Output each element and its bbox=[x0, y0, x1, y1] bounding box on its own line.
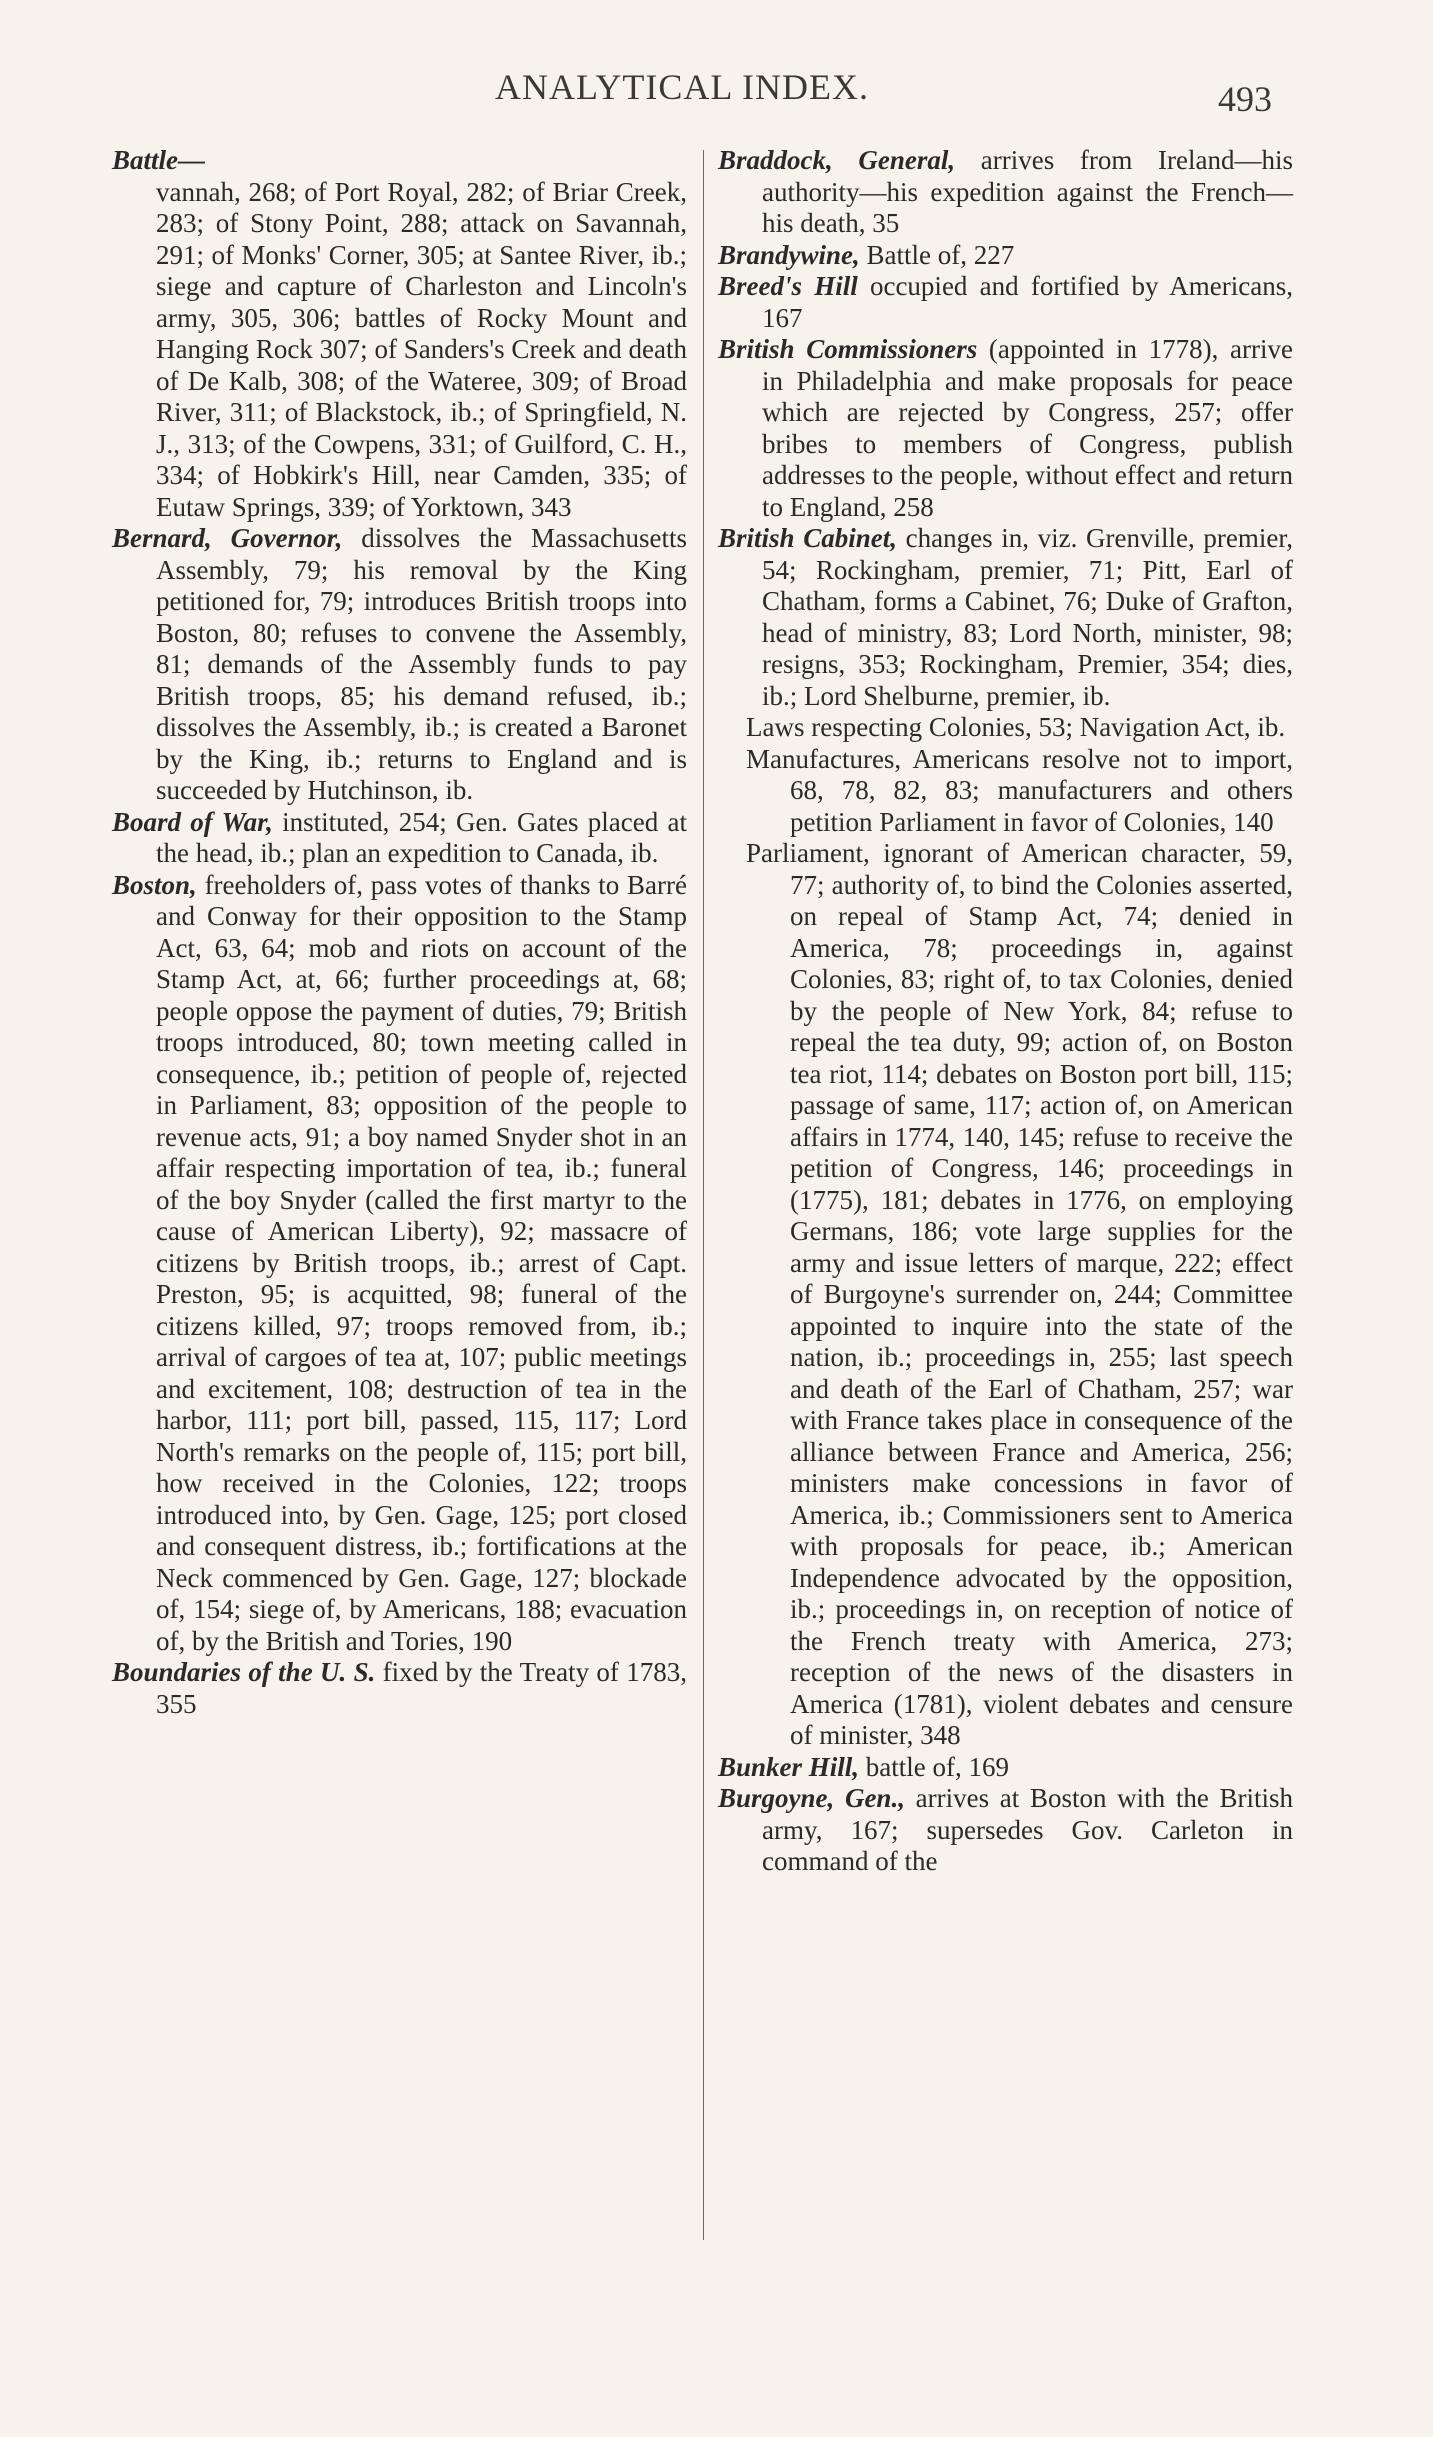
index-text: occupied and fortified by Americans, 167 bbox=[762, 271, 1293, 333]
index-entry bbox=[718, 240, 1293, 272]
index-term: Board of War, bbox=[112, 806, 273, 837]
index-text: battle of, 169 bbox=[865, 1751, 1010, 1782]
index-text: instituted, 254; Gen. Gates placed at the head, ib.; plan an expedition to Canada, ib. bbox=[156, 806, 688, 868]
index-text: dissolves the Massachusetts Assembly, 79; his removal by the King petitioned for, 79; introduces British troops into Boston, 80; refuses to convene the Assembly, 81; demands of the Assembly funds to pay British troops, 85; his demand refused, ib.; dissolves the Assembly, ib.; is created a Baronet by the King, ib.; returns to England and is succeeded by Hutchinson, ib. bbox=[156, 523, 687, 805]
index-term: Burgoyne, Gen., bbox=[718, 1783, 905, 1813]
running-title: ANALYTICAL INDEX. bbox=[495, 67, 869, 107]
index-entry bbox=[718, 334, 1293, 523]
index-text: Laws respecting Colonies, 53; Navigation Act, ib. bbox=[746, 712, 1286, 742]
index-text: (appointed in 1778), arrive in Philadelphia and make proposals for peace which are rejected by Congress, 257; offer bribes to members of Congress, publish addresses to the people, without effect and return to England, 258 bbox=[762, 334, 1294, 522]
index-term: Brandywine, bbox=[718, 239, 860, 270]
index-term: Battle— bbox=[112, 145, 205, 175]
index-text: Battle of, 227 bbox=[866, 239, 1015, 270]
index-term: Bunker Hill, bbox=[718, 1751, 860, 1782]
index-entry bbox=[718, 523, 1293, 712]
index-term: Boston, bbox=[112, 869, 197, 900]
index-term: Bernard, Governor, bbox=[112, 523, 343, 553]
column-divider bbox=[703, 150, 704, 2240]
index-term: Boundaries of the U. S. bbox=[112, 1657, 376, 1687]
index-column-left bbox=[112, 145, 687, 1720]
index-entry bbox=[112, 145, 687, 523]
index-term: Braddock, General, bbox=[718, 145, 956, 175]
index-text: freeholders of, pass votes of thanks to Barré and Conway for their opposition to the Stamp Act, 63, 64; mob and riots on account of the Stamp Act, at, 66; further proceedings at, 68; people oppose the payment of duties, 79; British troops introduced, 80; town meeting called in consequence, ib.; petition of people of, rejected in Parliament, 83; opposition of the people to revenue acts, 91; a boy named Snyder shot in an affair respecting importation of tea, ib.; funeral of the boy Snyder (called the first martyr to the cause of American Liberty), 92; massacre of citizens by British troops, ib.; arrest of Capt. Preston, 95; is acquitted, 98; funeral of the citizens killed, 97; troops removed from, ib.; arrival of cargoes of tea at, 107; public meetings and excitement, 108; destruction of tea in the harbor, 111; port bill, passed, 115, 117; Lord North's remarks on the people of, 115; port bill, how received in the Colonies, 122; troops introduced into, by Gen. Gage, 125; port closed and consequent distress, ib.; fortifications at the Neck commenced by Gen. Gage, 127; blockade of, 154; siege of, by Americans, 188; evacuation of, by the British and Tories, 190 bbox=[156, 869, 687, 1656]
index-column-right bbox=[718, 145, 1293, 1878]
index-entry bbox=[718, 145, 1293, 240]
index-term: Breed's Hill bbox=[718, 271, 858, 301]
index-subentry bbox=[718, 712, 1293, 744]
index-entry bbox=[112, 870, 687, 1658]
index-subentry bbox=[718, 744, 1293, 839]
page-number: 493 bbox=[1218, 79, 1272, 119]
index-entry bbox=[718, 1752, 1293, 1784]
index-text: Manufactures, Americans resolve not to import, 68, 78, 82, 83; manufacturers and others petition Parliament in favor of Colonies, 140 bbox=[746, 743, 1293, 837]
index-text: Parliament, ignorant of American character, 59, 77; authority of, to bind the Colonies asserted, on repeal of Stamp Act, 74; denied in America, 78; proceedings in, against Colonies, 83; right of, to tax Colonies, denied by the people of New York, 84; refuse to repeal the tea duty, 99; action of, on Boston tea riot, 114; debates on Boston port bill, 115; passage of same, 117; action of, on American affairs in 1774, 140, 145; refuse to receive the petition of Congress, 146; proceedings in (1775), 181; debates in 1776, on employing Germans, 186; vote large supplies for the army and issue letters of marque, 222; effect of Burgoyne's surrender on, 244; Committee appointed to inquire into the state of the nation, ib.; proceedings in, 255; last speech and death of the Earl of Chatham, 257; war with France takes place in consequence of the alliance between France and America, 256; ministers make concessions in favor of America, ib.; Commissioners sent to America with proposals for peace, ib.; American Independence advocated by the opposition, ib.; proceedings in, on reception of notice of the French treaty with America, 273; reception of the news of the disasters in America (1781), violent debates and censure of minister, 348 bbox=[746, 838, 1293, 1750]
index-subentry bbox=[718, 838, 1293, 1752]
index-entry bbox=[718, 1783, 1293, 1878]
index-entry bbox=[718, 271, 1293, 334]
index-term: British Commissioners bbox=[718, 334, 978, 364]
index-term: British Cabinet, bbox=[718, 523, 897, 553]
page-header bbox=[0, 58, 1433, 118]
index-text: arrives at Boston with the British army, 167; supersedes Gov. Carleton in command of the bbox=[762, 1783, 1294, 1876]
index-entry bbox=[112, 523, 687, 807]
index-text: arrives from Ireland—his authority—his expedition against the French—his death, 35 bbox=[762, 145, 1293, 238]
index-entry bbox=[112, 807, 687, 870]
index-text: vannah, 268; of Port Royal, 282; of Briar Creek, 283; of Stony Point, 288; attack on Savannah, 291; of Monks' Corner, 305; at Santee River, ib.; siege and capture of Charleston and Lincoln's army, 305, 306; battles of Rocky Mount and Hanging Rock 307; of Sanders's Creek and death of De Kalb, 308; of the Wateree, 309; of Broad River, 311; of Blackstock, ib.; of Springfield, N. J., 313; of the Cowpens, 331; of Guilford, C. H., 334; of Hobkirk's Hill, near Camden, 335; of Eutaw Springs, 339; of Yorktown, 343 bbox=[156, 176, 687, 522]
index-text: fixed by the Treaty of 1783, 355 bbox=[156, 1657, 687, 1719]
index-entry bbox=[112, 1657, 687, 1720]
index-text: changes in, viz. Grenville, premier, 54; Rockingham, premier, 71; Pitt, Earl of Chatham, forms a Cabinet, 76; Duke of Grafton, head of ministry, 83; Lord North, minister, 98; resigns, 353; Rockingham, Premier, 354; dies, ib.; Lord Shelburne, premier, ib. bbox=[762, 523, 1294, 711]
